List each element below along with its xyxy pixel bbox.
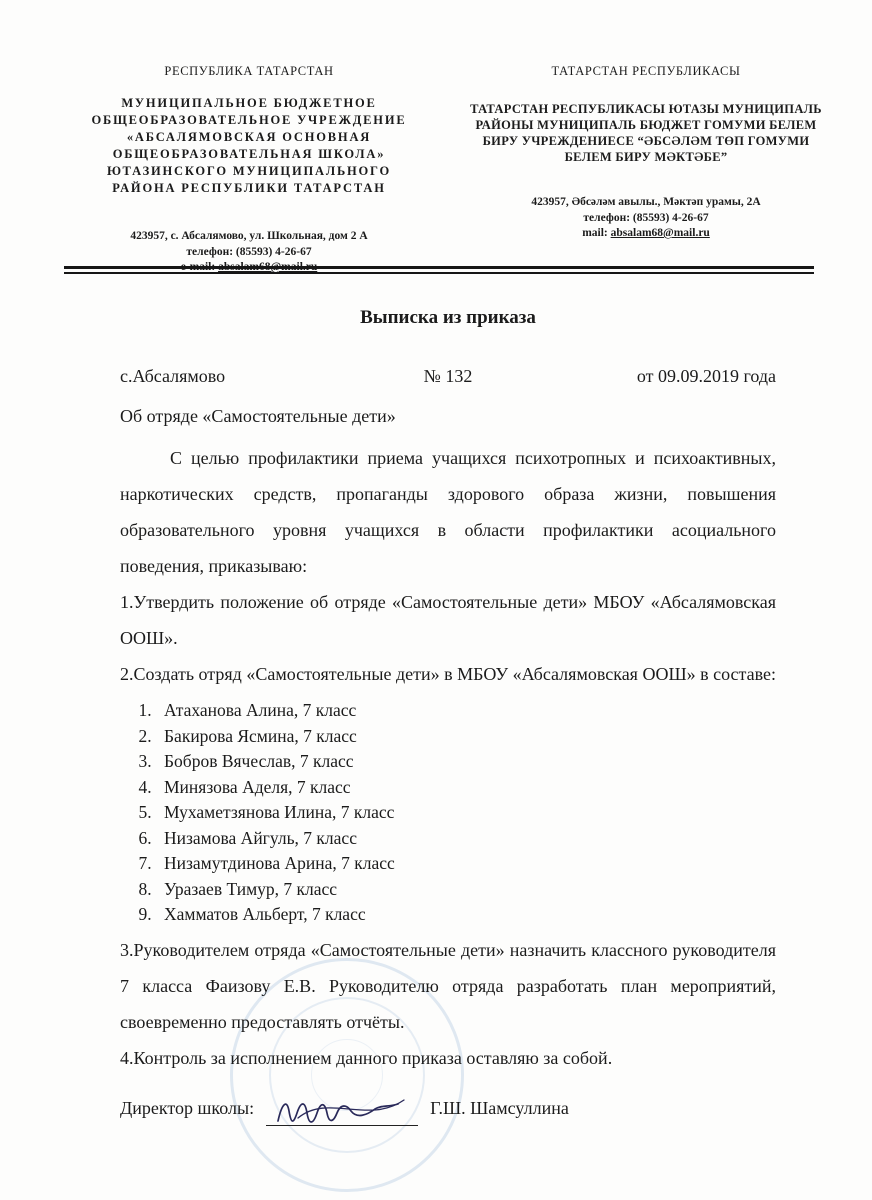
right-email-prefix: mail: [582,227,611,239]
left-email-address: absalam68@mail.ru [218,261,318,273]
member-list-item: 5. Мухаметзянова Илина, 7 класс [156,800,776,826]
right-organization-name: ТАТАРСТАН РЕСПУБЛИКАСЫ ЮТАЗЫ МУНИЦИПАЛЬ РАЙОНЫ МУНИЦИПАЛЬ БЮДЖЕТ ГОМУМИ БЕЛЕМ БИРУ УЧРЕЖДЕНИЕСЕ “ӘБСӘЛӘМ ТӨП ГОМУМИ БЕЛЕМ БИРУ МӘКТӘБЕ” [470,102,822,164]
order-subject: Об отряде «Самостоятельные дети» [120,406,396,426]
document-body [120,300,776,1126]
order-item-3: 3.Руководителем отряда «Самостоятельные дети» назначить классного руководителя 7 класса Фаизову Е.В. Руководителю отряда разработать план мероприятий, своевременно предоставлять отчёты. [120,939,776,1032]
member-list-item: 2. Бакирова Ясмина, 7 класс [156,724,776,750]
order-item-1: 1.Утвердить положение об отряде «Самостоятельные дети» МБОУ «Абсалямовская ООШ». [120,592,776,648]
member-list-item: 6. Низамова Айгуль, 7 класс [156,826,776,852]
signature-name: Г.Ш. Шамсуллина [430,1097,569,1118]
left-address-line: 423957, с. Абсалямово, ул. Школьная, дом 2 А [130,230,368,242]
right-region-label: ТАТАРСТАН РЕСПУБЛИКАСЫ [551,64,741,78]
signature-row [120,1082,776,1126]
document-title: Выписка из приказа [360,307,536,328]
signature-line [266,1096,418,1126]
order-preamble: С целью профилактики приема учащихся психотропных и психоактивных, наркотических средств, пропаганды здорового образа жизни, повышения образовательного уровня учащихся в области профилактики асоциального поведения, приказываю: [120,448,776,576]
handwritten-signature [270,1091,410,1131]
right-email-address: absalam68@mail.ru [610,227,710,239]
left-organization-name: МУНИЦИПАЛЬНОЕ БЮДЖЕТНОЕ ОБЩЕОБРАЗОВАТЕЛЬНОЕ УЧРЕЖДЕНИЕ «АБСАЛЯМОВСКАЯ ОСНОВНАЯ ОБЩЕОБРАЗОВАТЕЛЬНАЯ ШКОЛА» ЮТАЗИНСКОГО МУНИЦИПАЛЬНОГО РАЙОНА РЕСПУБЛИКИ ТАТАРСТАН [91,96,407,195]
letterhead-right-column [464,64,828,276]
letterhead [84,64,828,276]
member-list-item: 8. Уразаев Тимур, 7 класс [156,877,776,903]
member-list-item: 1. Атаханова Алина, 7 класс [156,698,776,724]
left-region-label: РЕСПУБЛИКА ТАТАРСТАН [164,64,334,78]
order-date: от 09.09.2019 года [636,366,777,386]
member-list-item: 9. Хамматов Альберт, 7 класс [156,902,776,928]
order-item-4: 4.Контроль за исполнением данного приказа оставляю за собой. [120,1047,613,1068]
member-list-item: 7. Низамутдинова Арина, 7 класс [156,851,776,877]
letterhead-left-column [84,64,414,276]
right-phone-line: телефон: (85593) 4-26-67 [583,211,709,224]
right-address-block [464,195,828,242]
order-number: № 132 [423,366,473,386]
order-place: с.Абсалямово [120,366,226,386]
right-address-line: 423957, Әбсәләм авылы., Мәктәп урамы, 2А [531,196,761,208]
member-list [120,698,776,928]
order-item-2: 2.Создать отряд «Самостоятельные дети» в МБОУ «Абсалямовская ООШ» в составе: [120,664,776,684]
right-email-line [464,226,828,242]
order-meta-line [120,358,776,394]
signature-label: Директор школы: [120,1097,255,1118]
left-email-prefix: e-mail: [180,261,219,273]
letterhead-divider-rule [64,266,814,274]
left-phone-line: телефон: (85593) 4-26-67 [186,245,312,258]
member-list-item: 3. Бобров Вячеслав, 7 класс [156,749,776,775]
member-list-item: 4. Минязова Аделя, 7 класс [156,775,776,801]
